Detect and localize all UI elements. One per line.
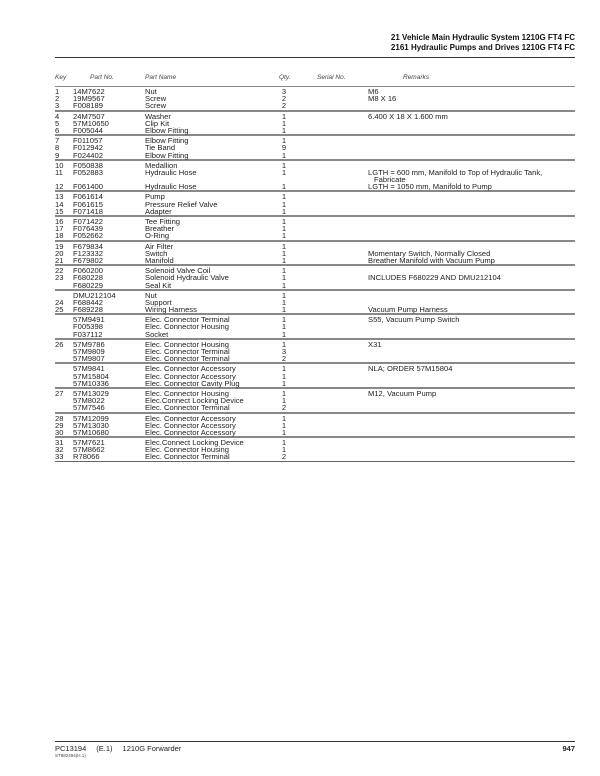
part-number-cell: 14M7622 xyxy=(73,87,105,96)
part-name-cell: Elec. Connector Accessory xyxy=(145,371,236,381)
qty-cell: 1 xyxy=(281,371,287,381)
qty-cell: 1 xyxy=(281,255,287,265)
table-row xyxy=(55,348,575,355)
key-cell: 7 xyxy=(55,136,60,146)
col-qty: Qty. xyxy=(279,74,291,81)
table-row xyxy=(55,232,575,239)
row-group xyxy=(55,387,575,412)
part-name-cell: Elec. Connector Housing xyxy=(145,339,229,349)
part-number-cell: 57M9841 xyxy=(73,364,105,374)
part-name-cell: Elec. Connector Terminal xyxy=(145,354,230,364)
part-number-cell: F008189 xyxy=(73,101,103,111)
part-number-cell: 57M12099 xyxy=(73,413,109,423)
table-row xyxy=(55,429,575,436)
remarks-cell xyxy=(368,169,542,183)
qty-cell: 1 xyxy=(281,167,287,177)
key-cell: 18 xyxy=(55,231,64,241)
table-row xyxy=(55,193,575,200)
part-name-cell: Seal Kit xyxy=(145,280,172,290)
key-cell: 28 xyxy=(55,413,64,423)
part-name-cell: Adapter xyxy=(145,206,172,216)
qty-cell: 1 xyxy=(281,339,287,349)
part-name-cell: Hydraulic Hose xyxy=(145,182,197,192)
table-row xyxy=(55,144,575,151)
remarks-text: Momentary Switch, Normally Closed xyxy=(368,248,491,258)
row-group xyxy=(55,412,575,437)
part-name-cell: Elec. Connector Accessory xyxy=(145,427,236,437)
key-cell: 12 xyxy=(55,182,64,192)
remarks-text: X31 xyxy=(368,339,382,349)
footer xyxy=(55,744,191,753)
part-number-cell: 57M7621 xyxy=(73,438,105,448)
part-number-cell: F052883 xyxy=(73,167,103,177)
table-row xyxy=(55,250,575,257)
key-cell: 9 xyxy=(55,150,60,160)
part-number-cell: F011057 xyxy=(73,136,103,146)
table-row xyxy=(55,365,575,372)
qty-cell: 2 xyxy=(281,452,287,462)
part-number-cell: F052662 xyxy=(73,231,103,241)
table-row xyxy=(55,201,575,208)
part-name-cell: Elec. Connector Housing xyxy=(145,322,229,332)
part-name-cell: Screw xyxy=(145,94,167,104)
key-cell: 31 xyxy=(55,438,64,448)
part-number-cell: F679802 xyxy=(73,255,103,265)
part-number-cell: 57M13029 xyxy=(73,388,109,398)
catalog-number: PC13194 xyxy=(55,744,87,753)
remarks-cell xyxy=(368,316,459,323)
key-cell: 32 xyxy=(55,445,64,455)
qty-cell: 1 xyxy=(281,305,287,315)
part-name-cell: Elec. Connector Accessory xyxy=(145,413,236,423)
part-number-cell: F061615 xyxy=(73,199,103,209)
part-name-cell: Elec. Connector Housing xyxy=(145,388,229,398)
part-name-cell: Elbow Fitting xyxy=(145,136,189,146)
row-group xyxy=(55,110,575,135)
document-code: ST882494(H.1) xyxy=(55,753,86,758)
edition: (E.1) xyxy=(96,744,113,753)
remarks-text: S55, Vacuum Pump Switch xyxy=(368,315,460,325)
remarks-cell xyxy=(368,183,492,190)
qty-cell: 1 xyxy=(281,378,287,388)
qty-cell: 1 xyxy=(281,420,287,430)
key-cell: 25 xyxy=(55,305,64,315)
part-number-cell: F071422 xyxy=(73,217,103,227)
qty-cell: 1 xyxy=(281,329,287,339)
part-name-cell: Solenoid Hydraulic Valve xyxy=(145,273,229,283)
remarks-text: M12, Vacuum Pump xyxy=(368,388,437,398)
qty-cell: 1 xyxy=(281,388,287,398)
col-remarks: Remarks xyxy=(403,74,430,81)
part-number-cell: F679834 xyxy=(73,241,103,251)
qty-cell: 1 xyxy=(281,322,287,332)
table-row xyxy=(55,390,575,397)
key-cell: 16 xyxy=(55,217,64,227)
part-number-cell: F050838 xyxy=(73,160,103,170)
key-cell: 14 xyxy=(55,199,64,209)
part-number-cell: 57M13030 xyxy=(73,420,109,430)
key-cell: 30 xyxy=(55,427,64,437)
key-cell: 22 xyxy=(55,266,64,276)
remarks-text: M8 X 16 xyxy=(368,94,397,104)
remarks-cell xyxy=(368,341,382,348)
qty-cell: 3 xyxy=(281,87,287,96)
key-cell: 19 xyxy=(55,241,64,251)
remarks-text: Vacuum Pump Harness xyxy=(368,305,448,315)
part-number-cell: 57M9807 xyxy=(73,354,105,364)
key-cell: 27 xyxy=(55,388,64,398)
qty-cell: 1 xyxy=(281,206,287,216)
table-row xyxy=(55,102,575,109)
remarks-cell xyxy=(368,257,495,264)
row-group xyxy=(55,264,575,289)
qty-cell: 1 xyxy=(281,118,287,128)
table-row xyxy=(55,183,575,190)
qty-cell: 1 xyxy=(281,396,287,406)
remarks-text: LGTH = 600 mm, Manifold to Top of Hydraulic Tank, xyxy=(368,167,543,177)
remarks-cell xyxy=(368,390,436,397)
table-row xyxy=(55,208,575,215)
key-cell: 17 xyxy=(55,224,64,234)
part-name-cell: Tie Band xyxy=(145,143,176,153)
qty-cell: 2 xyxy=(281,101,287,111)
row-group xyxy=(55,215,575,240)
remarks-cell xyxy=(368,306,448,313)
row-group xyxy=(55,159,575,191)
key-cell: 24 xyxy=(55,297,64,307)
qty-cell: 1 xyxy=(281,266,287,276)
table-row xyxy=(55,225,575,232)
qty-cell: 1 xyxy=(281,315,287,325)
part-name-cell: O-Ring xyxy=(145,231,170,241)
qty-cell: 1 xyxy=(281,224,287,234)
row-group xyxy=(55,436,575,462)
part-number-cell: F680229 xyxy=(73,280,103,290)
footer-rule xyxy=(55,741,575,742)
parts-table xyxy=(55,86,575,462)
part-number-cell: 57M7546 xyxy=(73,403,105,413)
remarks-cell xyxy=(368,365,452,372)
qty-cell: 1 xyxy=(281,150,287,160)
row-group xyxy=(55,338,575,363)
qty-cell: 1 xyxy=(281,160,287,170)
key-cell: 29 xyxy=(55,420,64,430)
qty-cell: 1 xyxy=(281,217,287,227)
part-number-cell: 57M15804 xyxy=(73,371,109,381)
table-row xyxy=(55,282,575,289)
qty-cell: 1 xyxy=(281,290,287,300)
table-row xyxy=(55,274,575,281)
table-row xyxy=(55,404,575,411)
part-name-cell: Elbow Fitting xyxy=(145,150,189,160)
header-rule xyxy=(55,57,575,58)
qty-cell: 1 xyxy=(281,111,287,121)
key-cell: 3 xyxy=(55,101,60,111)
row-group xyxy=(55,134,575,159)
part-number-cell: 57M9809 xyxy=(73,347,105,357)
table-row xyxy=(55,439,575,446)
table-row xyxy=(55,323,575,330)
qty-cell: 1 xyxy=(281,364,287,374)
part-number-cell: 57M10336 xyxy=(73,378,109,388)
table-row xyxy=(55,152,575,159)
part-number-cell: F012942 xyxy=(73,143,103,153)
part-number-cell: F123332 xyxy=(73,248,103,258)
table-row xyxy=(55,113,575,120)
part-name-cell: Pump xyxy=(145,192,165,202)
part-number-cell: F688442 xyxy=(73,297,103,307)
part-number-cell: 57M8022 xyxy=(73,396,105,406)
part-name-cell: Manifold xyxy=(145,255,174,265)
key-cell: 1 xyxy=(55,87,60,96)
part-number-cell: F689228 xyxy=(73,305,103,315)
part-number-cell: 57M9786 xyxy=(73,339,105,349)
part-name-cell: Elec.Connect Locking Device xyxy=(145,396,244,406)
part-number-cell: 19M9567 xyxy=(73,94,105,104)
qty-cell: 1 xyxy=(281,297,287,307)
col-part-name: Part Name xyxy=(145,74,177,81)
part-name-cell: Screw xyxy=(145,101,167,111)
qty-cell: 1 xyxy=(281,182,287,192)
subsection-title: 2161 Hydraulic Pumps and Drives 1210G FT4 FC xyxy=(390,43,575,52)
key-cell: 6 xyxy=(55,125,60,135)
remarks-cell xyxy=(368,113,448,120)
qty-cell: 1 xyxy=(281,125,287,135)
part-number-cell: F005398 xyxy=(73,322,103,332)
remarks-text-continued: Fabricate xyxy=(374,175,406,185)
part-number-cell: R78066 xyxy=(73,452,100,462)
part-name-cell: Nut xyxy=(145,87,157,96)
col-part-no: Part No. xyxy=(90,74,114,81)
section-title: 21 Vehicle Main Hydraulic System 1210G FT4 FC xyxy=(390,33,575,42)
table-row xyxy=(55,169,575,183)
part-name-cell: Washer xyxy=(145,111,171,121)
part-number-cell: F061614 xyxy=(73,192,103,202)
model-name: 1210G Forwarder xyxy=(122,744,182,753)
key-cell: 2 xyxy=(55,94,60,104)
part-name-cell: Nut xyxy=(145,290,157,300)
table-row xyxy=(55,292,575,299)
key-cell: 13 xyxy=(55,192,64,202)
part-number-cell: F060200 xyxy=(73,266,103,276)
qty-cell: 1 xyxy=(281,273,287,283)
part-name-cell: Elec. Connector Terminal xyxy=(145,347,230,357)
table-row xyxy=(55,341,575,348)
remarks-text: LGTH = 1050 mm, Manifold to Pump xyxy=(368,182,492,192)
part-name-cell: Tee Fitting xyxy=(145,217,181,227)
part-number-cell: DMU212104 xyxy=(73,290,116,300)
part-name-cell: Elec. Connector Housing xyxy=(145,445,229,455)
qty-cell: 1 xyxy=(281,413,287,423)
qty-cell: 1 xyxy=(281,280,287,290)
col-key: Key xyxy=(55,74,67,81)
key-cell: 21 xyxy=(55,255,64,265)
table-row xyxy=(55,422,575,429)
qty-cell: 2 xyxy=(281,354,287,364)
part-name-cell: Elec. Connector Accessory xyxy=(145,364,236,374)
page-number: 947 xyxy=(562,744,575,753)
qty-cell: 1 xyxy=(281,136,287,146)
table-row xyxy=(55,299,575,306)
part-number-cell: 57M9491 xyxy=(73,315,105,325)
remarks-text: M6 xyxy=(368,87,379,96)
table-row xyxy=(55,127,575,134)
qty-cell: 1 xyxy=(281,231,287,241)
table-row xyxy=(55,257,575,264)
part-name-cell: Elec. Connector Accessory xyxy=(145,420,236,430)
row-group xyxy=(55,362,575,387)
remarks-cell xyxy=(368,274,501,281)
part-number-cell: 57M8662 xyxy=(73,445,105,455)
table-row xyxy=(55,355,575,362)
row-group xyxy=(55,86,575,110)
qty-cell: 1 xyxy=(281,248,287,258)
table-row xyxy=(55,446,575,453)
remarks-text: 6.400 X 18 X 1.600 mm xyxy=(368,111,448,121)
part-name-cell: Elbow Fitting xyxy=(145,125,189,135)
row-group xyxy=(55,289,575,314)
part-name-cell: Elec. Connector Terminal xyxy=(145,315,230,325)
remarks-text: NLA; ORDER 57M15804 xyxy=(368,364,453,374)
remarks-cell xyxy=(368,95,396,102)
part-name-cell: Air Filter xyxy=(145,241,174,251)
table-row xyxy=(55,95,575,102)
table-row xyxy=(55,397,575,404)
table-row xyxy=(55,316,575,323)
part-name-cell: Support xyxy=(145,297,172,307)
section-titles xyxy=(391,33,575,53)
part-name-cell: Elec.Connect Locking Device xyxy=(145,438,244,448)
table-row xyxy=(55,306,575,313)
key-cell: 10 xyxy=(55,160,64,170)
part-number-cell: F680228 xyxy=(73,273,103,283)
key-cell: 11 xyxy=(55,167,63,177)
table-row xyxy=(55,373,575,380)
part-name-cell: Breather xyxy=(145,224,175,234)
part-number-cell: F076439 xyxy=(73,224,103,234)
key-cell: 8 xyxy=(55,143,60,153)
table-row xyxy=(55,137,575,144)
part-name-cell: Socket xyxy=(145,329,169,339)
key-cell: 33 xyxy=(55,452,64,462)
part-name-cell: Elec. Connector Terminal xyxy=(145,452,230,462)
table-row xyxy=(55,380,575,387)
part-number-cell: 57M10680 xyxy=(73,427,109,437)
part-name-cell: Pressure Relief Valve xyxy=(145,199,218,209)
qty-cell: 2 xyxy=(281,94,287,104)
key-cell: 26 xyxy=(55,339,64,349)
qty-cell: 1 xyxy=(281,427,287,437)
remarks-text: Breather Manifold with Vacuum Pump xyxy=(368,255,495,265)
part-name-cell: Elec. Connector Cavity Plug xyxy=(145,378,240,388)
table-row xyxy=(55,415,575,422)
table-row xyxy=(55,453,575,460)
key-cell: 4 xyxy=(55,111,60,121)
part-number-cell: F037112 xyxy=(73,329,103,339)
key-cell: 23 xyxy=(55,273,64,283)
part-name-cell: Solenoid Valve Coil xyxy=(145,266,211,276)
row-group xyxy=(55,313,575,338)
key-cell: 20 xyxy=(55,248,64,258)
qty-cell: 1 xyxy=(281,199,287,209)
table-row xyxy=(55,218,575,225)
table-header xyxy=(55,74,575,84)
remarks-text: INCLUDES F680229 AND DMU212104 xyxy=(368,273,501,283)
table-row xyxy=(55,243,575,250)
part-name-cell: Switch xyxy=(145,248,168,258)
key-cell: 5 xyxy=(55,118,60,128)
table-row xyxy=(55,88,575,95)
qty-cell: 3 xyxy=(281,347,287,357)
part-name-cell: Medallion xyxy=(145,160,178,170)
part-number-cell: F005044 xyxy=(73,125,103,135)
part-number-cell: F024402 xyxy=(73,150,103,160)
part-name-cell: Hydraulic Hose xyxy=(145,167,197,177)
part-name-cell: Wiring Harness xyxy=(145,305,197,315)
key-cell: 15 xyxy=(55,206,64,216)
part-number-cell: 57M10650 xyxy=(73,118,109,128)
qty-cell: 2 xyxy=(281,403,287,413)
qty-cell: 1 xyxy=(281,192,287,202)
part-name-cell: Clip Kit xyxy=(145,118,170,128)
table-row xyxy=(55,120,575,127)
col-serial-no: Serial No. xyxy=(317,74,346,81)
qty-cell: 1 xyxy=(281,438,287,448)
table-row xyxy=(55,331,575,338)
qty-cell: 1 xyxy=(281,445,287,455)
row-group xyxy=(55,240,575,265)
qty-cell: 9 xyxy=(281,143,287,153)
part-number-cell: F061400 xyxy=(73,182,103,192)
row-group xyxy=(55,190,575,215)
qty-cell: 1 xyxy=(281,241,287,251)
part-number-cell: 24M7507 xyxy=(73,111,105,121)
part-number-cell: F071418 xyxy=(73,206,103,216)
part-name-cell: Elec. Connector Terminal xyxy=(145,403,230,413)
